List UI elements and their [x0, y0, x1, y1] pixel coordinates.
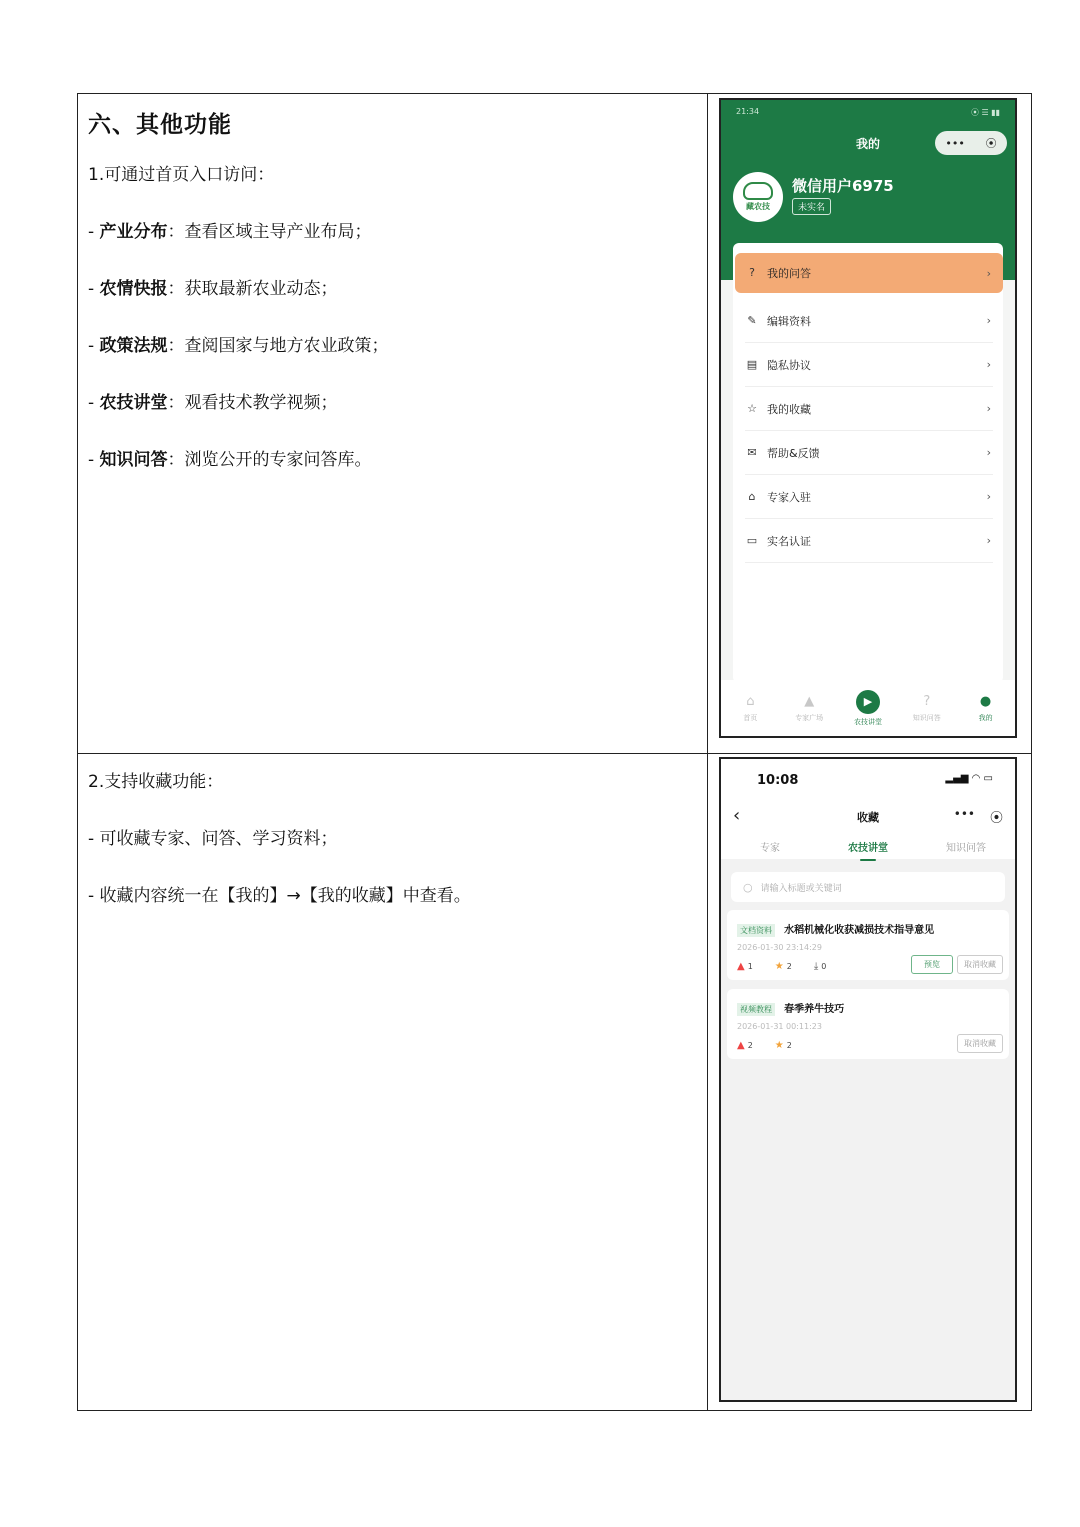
menu-label: 帮助&反馈 — [767, 446, 820, 460]
close-icon[interactable]: ⦿ — [989, 811, 1003, 826]
favorite-card[interactable] — [727, 989, 1009, 1059]
menu-label: 实名认证 — [767, 534, 811, 548]
search-placeholder: 请输入标题或关键词 — [760, 883, 842, 894]
dash: - — [88, 336, 100, 356]
logo-text: 藏农技 — [746, 201, 770, 211]
feature-desc: ：获取最新农业动态； — [167, 279, 338, 299]
likes-stat[interactable] — [737, 1040, 753, 1051]
menu-label: 隐私协议 — [767, 358, 811, 372]
chevron-right-icon: › — [986, 446, 991, 459]
chevron-right-icon: › — [986, 314, 991, 327]
feature-item — [88, 277, 697, 301]
feature-desc: ：观看技术教学视频； — [167, 393, 338, 413]
chevron-right-icon: › — [986, 358, 991, 371]
likes-count: 1 — [747, 962, 753, 971]
video-icon: ▶ — [856, 690, 880, 714]
favorite-date: 2026-01-30 23:14:29 — [737, 943, 822, 952]
menu-item-help-feedback[interactable] — [745, 431, 993, 475]
feature-label: 知识问答 — [99, 450, 168, 470]
screenshot-cell — [708, 94, 1031, 753]
table-row-other-functions — [78, 94, 1031, 754]
category-tabs — [721, 839, 1015, 863]
page-title: 收藏 — [857, 811, 879, 824]
tab-knowledge-qa[interactable]: 知识问答 — [946, 843, 986, 854]
privacy-icon: ▤ — [746, 357, 758, 371]
menu-item-privacy[interactable] — [745, 343, 993, 387]
downloads-stat[interactable] — [814, 961, 827, 972]
menu-label: 专家入驻 — [767, 490, 811, 504]
star-icon: ★ — [774, 961, 784, 972]
qa-icon: ? — [923, 693, 931, 709]
description-cell — [78, 94, 708, 753]
more-icon[interactable]: ••• — [953, 807, 975, 821]
page-title: 我的 — [855, 137, 880, 151]
feature-item — [88, 334, 697, 358]
description-cell — [78, 754, 708, 1410]
tab-home[interactable] — [721, 680, 780, 736]
downloads-count: 0 — [821, 962, 827, 971]
feature-label: 农情快报 — [99, 279, 168, 299]
dash: - — [88, 393, 100, 413]
username: 微信用户6975 — [792, 177, 894, 195]
menu-label: 我的问答 — [767, 267, 811, 280]
bottom-tab-bar — [721, 680, 1015, 736]
preview-button[interactable]: 预览 — [911, 955, 953, 974]
chevron-right-icon: › — [986, 402, 991, 415]
chevron-right-icon: › — [986, 490, 991, 503]
user-icon: ● — [979, 693, 992, 709]
menu-item-my-favorites[interactable] — [745, 387, 993, 431]
favorite-date: 2026-01-31 00:11:23 — [737, 1022, 822, 1031]
download-icon: ⤓ — [813, 961, 819, 972]
star-icon: ☆ — [747, 401, 757, 415]
favorite-line: - 可收藏专家、问答、学习资料； — [88, 829, 338, 849]
verification-badge: 未实名 — [792, 198, 831, 215]
search-icon: ○ — [743, 880, 753, 894]
feature-label: 政策法规 — [99, 336, 168, 356]
dash: - — [88, 450, 100, 470]
stars-stat[interactable] — [775, 961, 792, 972]
stars-stat[interactable] — [775, 1040, 792, 1051]
back-icon[interactable]: ‹ — [733, 805, 741, 826]
star-icon: ★ — [774, 1040, 784, 1051]
feedback-icon: ✉ — [747, 445, 757, 459]
edit-icon: ✎ — [747, 313, 757, 327]
feature-item — [88, 391, 697, 415]
dash: - — [88, 279, 100, 299]
feature-item — [88, 448, 697, 472]
tab-expert-square[interactable] — [780, 680, 839, 736]
favorite-title: 水稻机械化收获减损技术指导意见 — [784, 925, 935, 936]
favorite-stats — [737, 961, 848, 972]
home-icon: ⌂ — [746, 693, 755, 709]
tab-knowledge-qa[interactable] — [897, 680, 956, 736]
tab-label: 农技讲堂 — [853, 717, 882, 726]
card-actions — [953, 1034, 1003, 1053]
logo-cloud-icon — [743, 182, 773, 200]
cancel-favorite-button[interactable]: 取消收藏 — [957, 955, 1003, 974]
dash: - — [88, 222, 100, 242]
phone-screenshot-favorites — [719, 757, 1017, 1402]
status-icons: ▂▄▆ ◠ ▭ — [945, 773, 993, 784]
tab-expert[interactable]: 专家 — [760, 843, 780, 854]
tab-label: 知识问答 — [912, 713, 941, 722]
intro-text: 1.可通过首页入口访问： — [88, 165, 275, 185]
type-tag: 视频教程 — [737, 1003, 775, 1016]
thumbs-up-icon: ▲ — [737, 961, 745, 972]
menu-label: 编辑资料 — [767, 314, 811, 328]
favorite-title: 春季养牛技巧 — [784, 1004, 845, 1015]
mini-program-capsule[interactable] — [935, 131, 1007, 155]
feature-item — [88, 220, 697, 244]
stars-count: 2 — [786, 962, 792, 971]
cancel-favorite-button[interactable]: 取消收藏 — [957, 1034, 1003, 1053]
question-icon: ? — [749, 266, 755, 279]
status-time: 10:08 — [757, 773, 799, 788]
favorite-line: - 收藏内容统一在【我的】→【我的收藏】中查看。 — [88, 886, 471, 906]
feature-desc: ：查看区域主导产业布局； — [167, 222, 372, 242]
tab-lecture[interactable] — [839, 680, 898, 736]
favorites-header — [721, 759, 1015, 859]
stars-count: 2 — [786, 1041, 792, 1050]
status-icons: ⦿ ☰ ▮▮ — [970, 108, 1000, 117]
graduation-cap-icon: ▲ — [804, 693, 815, 709]
tab-label: 我的 — [978, 713, 993, 722]
likes-stat[interactable] — [737, 961, 753, 972]
expert-icon: ⌂ — [748, 489, 756, 503]
feature-desc: ：浏览公开的专家问答库。 — [167, 450, 372, 470]
chevron-right-icon: › — [986, 534, 991, 547]
tab-me[interactable] — [956, 680, 1015, 736]
more-icon[interactable]: ••• — [945, 136, 965, 150]
intro-text: 2.支持收藏功能： — [88, 772, 224, 792]
menu-item-edit-profile[interactable] — [745, 299, 993, 343]
table-row-favorites — [78, 754, 1031, 1410]
likes-count: 2 — [747, 1041, 753, 1050]
tab-label: 首页 — [743, 713, 758, 722]
thumbs-up-icon: ▲ — [737, 1040, 745, 1051]
close-icon[interactable]: ⦿ — [985, 137, 997, 150]
menu-item-expert-join[interactable] — [745, 475, 993, 519]
screenshot-cell — [708, 754, 1031, 1410]
type-tag: 文档资料 — [737, 924, 775, 937]
favorite-stats — [737, 1040, 814, 1051]
menu-card — [733, 243, 1003, 683]
avatar[interactable] — [733, 172, 783, 222]
phone-screenshot-profile — [719, 98, 1017, 738]
menu-item-my-questions[interactable] — [735, 253, 1003, 293]
menu-label: 我的收藏 — [767, 402, 811, 416]
status-time: 21:34 — [736, 107, 760, 116]
feature-label: 农技讲堂 — [99, 393, 168, 413]
id-card-icon: ▭ — [746, 533, 758, 547]
search-input[interactable] — [731, 872, 1005, 902]
chevron-right-icon: › — [986, 266, 991, 280]
tab-label: 专家广场 — [795, 713, 824, 722]
feature-desc: ：查阅国家与地方农业政策； — [167, 336, 389, 356]
document-table — [77, 93, 1032, 1411]
favorite-card[interactable] — [727, 910, 1009, 980]
section-title: 六、其他功能 — [88, 112, 232, 138]
card-actions — [907, 955, 1003, 974]
menu-item-real-name[interactable] — [745, 519, 993, 563]
feature-label: 产业分布 — [99, 222, 168, 242]
tab-lecture[interactable]: 农技讲堂 — [819, 839, 917, 863]
